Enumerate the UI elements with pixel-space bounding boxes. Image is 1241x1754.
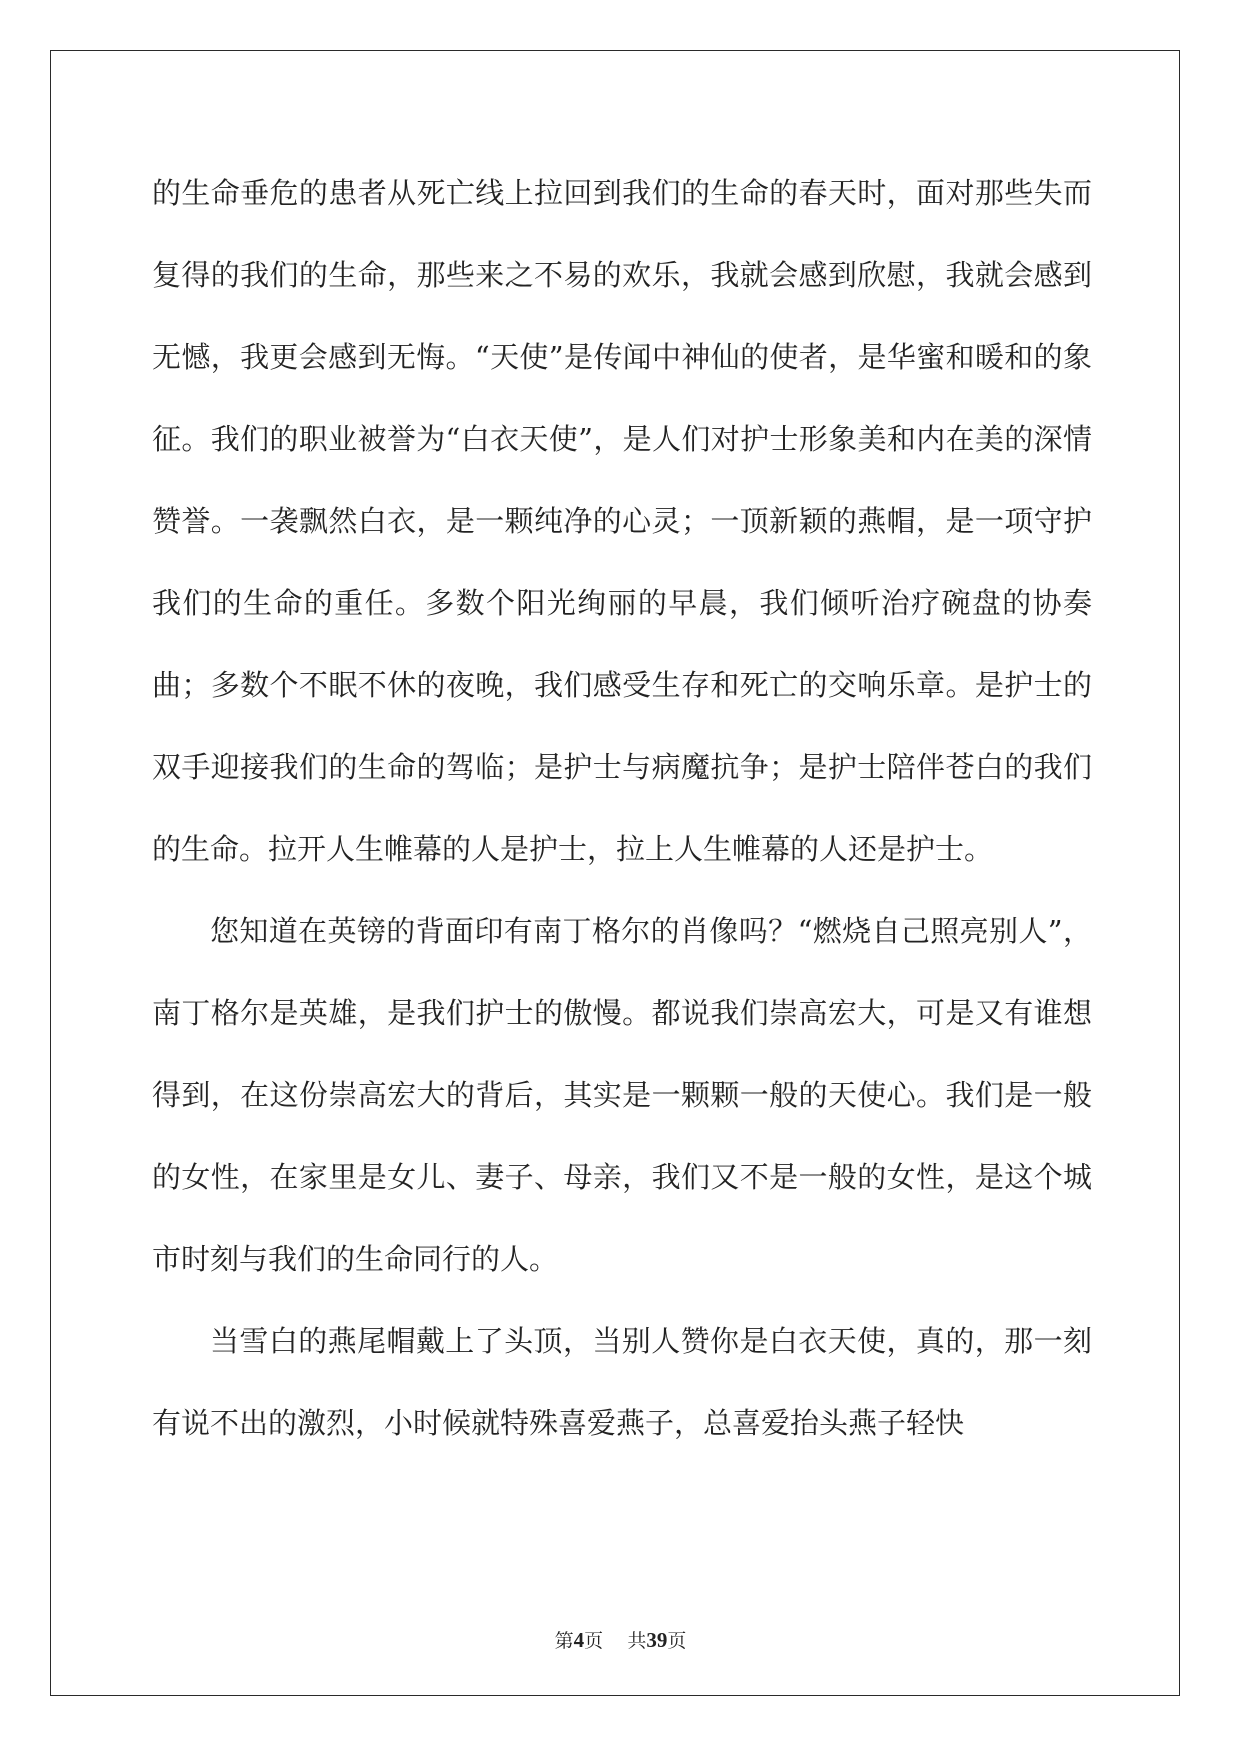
- footer-total-pages: 39: [646, 1628, 668, 1652]
- footer-total-prefix: 共: [627, 1630, 647, 1652]
- paragraph-2: 您知道在英镑的背面印有南丁格尔的肖像吗？“燃烧自己照亮别人”，南丁格尔是英雄，是我们护士的傲慢。都说我们崇高宏大，可是又有谁想得到，在这份崇高宏大的背后，其实是一颗颗一般的天使心。我们是一般的女性，在家里是女儿、妻子、母亲，我们又不是一般的女性，是这个城市时刻与我们的生命同行的人。: [152, 914, 1092, 1276]
- footer-page-prefix: 第: [554, 1630, 574, 1652]
- paragraph-3: 当雪白的燕尾帽戴上了头顶，当别人赞你是白衣天使，真的，那一刻有说不出的激烈，小时候就特殊喜爱燕子，总喜爱抬头燕子轻快: [152, 1324, 1092, 1440]
- footer-total-suffix: 页: [667, 1630, 687, 1652]
- paragraph-1: 的生命垂危的患者从死亡线上拉回到我们的生命的春天时，面对那些失而复得的我们的生命，那些来之不易的欢乐，我就会感到欣慰，我就会感到无憾，我更会感到无悔。“天使”是传闻中神仙的使者，是华蜜和暖和的象征。我们的职业被誉为“白衣天使”，是人们对护士形象美和内在美的深情赞誉。一袭飘然白衣，是一颗纯净的心灵；一顶新颖的燕帽，是一项守护我们的生命的重任。多数个阳光绚丽的早晨，我们倾听治疗碗盘的协奏曲；多数个不眠不休的夜晚，我们感受生存和死亡的交响乐章。是护士的双手迎接我们的生命的驾临；是护士与病魔抗争；是护士陪伴苍白的我们的生命。拉开人生帷幕的人是护士，拉上人生帷幕的人还是护士。: [152, 176, 1092, 866]
- footer-page-number: 4: [573, 1628, 585, 1652]
- page-footer: [0, 1626, 1241, 1653]
- footer-page-suffix: 页: [584, 1630, 604, 1652]
- document-body: [152, 152, 1092, 1464]
